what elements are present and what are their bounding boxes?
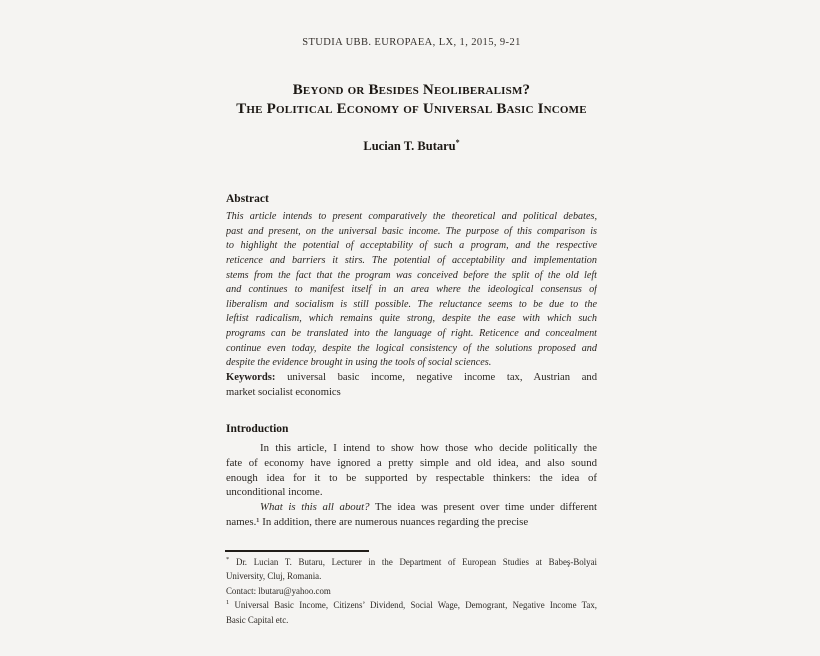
text-segment: The idea was present over time under different (374, 501, 597, 514)
author-footnote-marker: * (455, 137, 460, 147)
keywords-text: universal basic income, negative income tax, Austrian and (287, 372, 597, 384)
footnote-line: Contact: lbutaru@yahoo.com (226, 585, 331, 596)
text-line: leftist radicalism, which remains quite strong, despite the ease with which such (226, 313, 597, 325)
text-line: despite the evidence brought in using the tools of social sciences. (226, 357, 492, 369)
article-title-line2: The Political Economy of Universal Basic Income (236, 101, 587, 117)
footnote-line (226, 598, 597, 612)
footnote-text: Dr. Lucian T. Butaru, Lecturer in the Department of European Studies at Babeş-Bolyai (235, 557, 597, 567)
introduction-heading: Introduction (226, 423, 289, 435)
keywords-line: market socialist economics (226, 386, 341, 398)
text-line: reticence and barriers it stirs. The potential of acceptability and implementation (226, 254, 597, 266)
keywords-label: Keywords: (226, 372, 276, 384)
footnote-marker: 1 (226, 599, 230, 607)
text-line (226, 500, 597, 515)
text-line: past and present, on the universal basic income. The purpose of this comparison is (226, 225, 597, 237)
abstract-heading: Abstract (226, 193, 269, 205)
article-title (226, 81, 597, 119)
footnotes-block (226, 555, 597, 627)
journal-header: STUDIA UBB. EUROPAEA, LX, 1, 2015, 9-21 (302, 37, 521, 48)
abstract-block (226, 210, 597, 400)
footnote-text: Universal Basic Income, Citizens’ Dividend, Social Wage, Demogrant, Negative Income Tax, (234, 600, 597, 611)
text-line: names.¹ In addition, there are numerous nuances regarding the precise (226, 515, 529, 528)
introduction-block (226, 441, 597, 530)
text-line: enough idea for it to be supported by respectable thinkers: the idea of (226, 471, 597, 484)
text-line: continue even today, despite the logical consistency of the solutions proposed and (226, 342, 597, 354)
text-line: liberalism and socialism is still possible. The reluctance seems to be due to the (226, 298, 597, 310)
keywords-line (226, 371, 597, 386)
footnote-line: University, Cluj, Romania. (226, 571, 322, 582)
text-line: This article intends to present comparatively the theoretical and political debates, (226, 211, 597, 222)
author-name: Lucian T. Butaru (363, 139, 456, 153)
text-line: stems from the fact that the program was conceived before the split of the old left (226, 269, 597, 281)
footnote-line: Basic Capital etc. (226, 614, 289, 625)
italic-lead: What is this all about? (260, 501, 370, 514)
text-line: In this article, I intend to show how those who decide politically the (260, 442, 597, 454)
author-line (226, 139, 597, 154)
article-title-line1: Beyond or Besides Neoliberalism? (292, 82, 531, 98)
text-line: fate of economy have ignored a pretty simple and old idea, and also sound (226, 456, 597, 469)
footnote-line (226, 555, 597, 569)
footnote-marker: * (226, 556, 230, 564)
text-line: unconditional income. (226, 486, 323, 499)
text-line: programs can be translated into the language of right. Reticence and concealment (226, 328, 597, 340)
text-line: to highlight the potential of acceptability of such a program, and the respective (226, 240, 597, 252)
text-line: and continues to manifest itself in an area where the ideological consensus of (226, 284, 597, 296)
footnote-separator-rule (225, 550, 369, 552)
